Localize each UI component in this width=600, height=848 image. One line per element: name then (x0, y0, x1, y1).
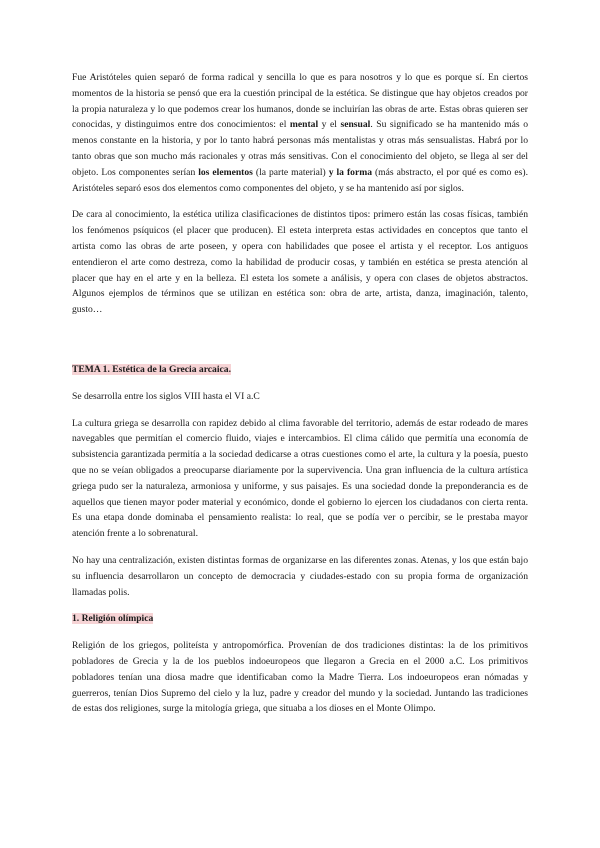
intro-paragraph-2: De cara al conocimiento, la estética utiliza clasificaciones de distintos tipos: primero están las cosas físicas, también los fenómenos psíquicos (el placer que producen). El esteta interpreta estas actividades en conceptos que tanto el artista como las obras de arte poseen, y opera con habilidades que posee el artista y el receptor. Los antiguos entendieron el arte como destreza, como la habilidad de producir cosas, y también en estética se presta atención al placer que hay en el arte y en la belleza. El esteta los somete a análisis, y opera con clases de objetos abstractos. Algunos ejemplos de términos que se utilizan en estética son: obra de arte, artista, danza, imaginación, talento, gusto… (72, 209, 528, 316)
bold-term-elementos: los elementos (198, 166, 253, 178)
document-page (72, 70, 528, 717)
tema1-subtitle: Se desarrolla entre los siglos VIII hasta el VI a.C (72, 390, 260, 402)
tema1-heading: TEMA 1. Estética de la Grecia arcaica. (72, 363, 231, 375)
text-run: Fue Aristóteles quien separó de forma radical y sencilla lo que es para nosotros y lo que es porque sí. En ciertos momentos de la historia se pensó que era la cuestión principal de la estética. Se distingue que hay objetos creados por la propia naturaleza y lo que podemos crear los humanos, donde se incluirían las obras de arte. Estas obras quieren ser conocidas, y distinguimos entre dos conocimientos: el (72, 72, 528, 131)
intro-paragraph-1 (72, 70, 528, 196)
bold-term-sensual: sensual (340, 119, 371, 131)
text-run: (más abstracto, el por qué es como es). Aristóteles separó esos dos elementos como componentes del objeto, y se ha mantenido así por siglos. (72, 166, 528, 194)
section1-heading: 1. Religión olímpica (72, 613, 154, 625)
bold-term-mental: mental (289, 119, 319, 131)
tema1-paragraph-2: No hay una centralización, existen distintas formas de organizarse en las diferentes zonas. Atenas, y los que están bajo su influencia desarrollaron un concepto de democracia y ciudades-estado con su propia forma de organización llamadas polis. (72, 554, 528, 598)
text-run: (la parte material) (252, 166, 329, 178)
section1-paragraph-1: Religión de los griegos, politeísta y antropomórfica. Provenían de dos tradiciones distintas: la de los primitivos pobladores de Grecia y la de los pueblos indoeuropeos que llegaron a Grecia en el 2000 a.C. Los primitivos pobladores tenían una diosa madre que identificaban como la Madre Tierra. Los indoeuropeos eran nómadas y guerreros, tenían Dios Supremo del cielo y la luz, padre y creador del mundo y la sociedad. Juntando las tradiciones de estas dos religiones, surge la mitología griega, que situaba a los dioses en el Monte Olimpo. (72, 640, 528, 715)
bold-term-forma: y la forma (328, 166, 372, 178)
text-run: . Su significado se ha mantenido más o menos constante en la historia, y por lo tanto habrá personas más mentalistas y otras más sensualistas. Habrá por lo tanto obras que son mucho más racionales y otras más sensitivas. Con el conocimiento del objeto, se llega al ser del objeto. Los componentes serían (72, 119, 528, 178)
text-run: y el (318, 119, 341, 131)
tema1-paragraph-1: La cultura griega se desarrolla con rapidez debido al clima favorable del territorio, además de estar rodeado de mares navegables que permitían el comercio fluido, viajes e intercambios. El clima cálido que permitía una economía de subsistencia garantizada permitía a la sociedad dedicarse a otras cuestiones como el arte, la cultura y la poesía, puesto que no se veían obligados a preocuparse diariamente por la supervivencia. Una gran influencia de la cultura artística griega pudo ser la naturaleza, armoniosa y uniforme, y sus paisajes. Es una sociedad donde la preponderancia es de aquellos que tienen mayor poder material y económico, donde el gobierno lo ejercen los ciudadanos con cierta renta. Es una etapa donde dominaba el pensamiento realista: lo real, que se podía ver o percibir, se le prestaba mayor atención frente a lo sobrenatural. (72, 417, 528, 540)
